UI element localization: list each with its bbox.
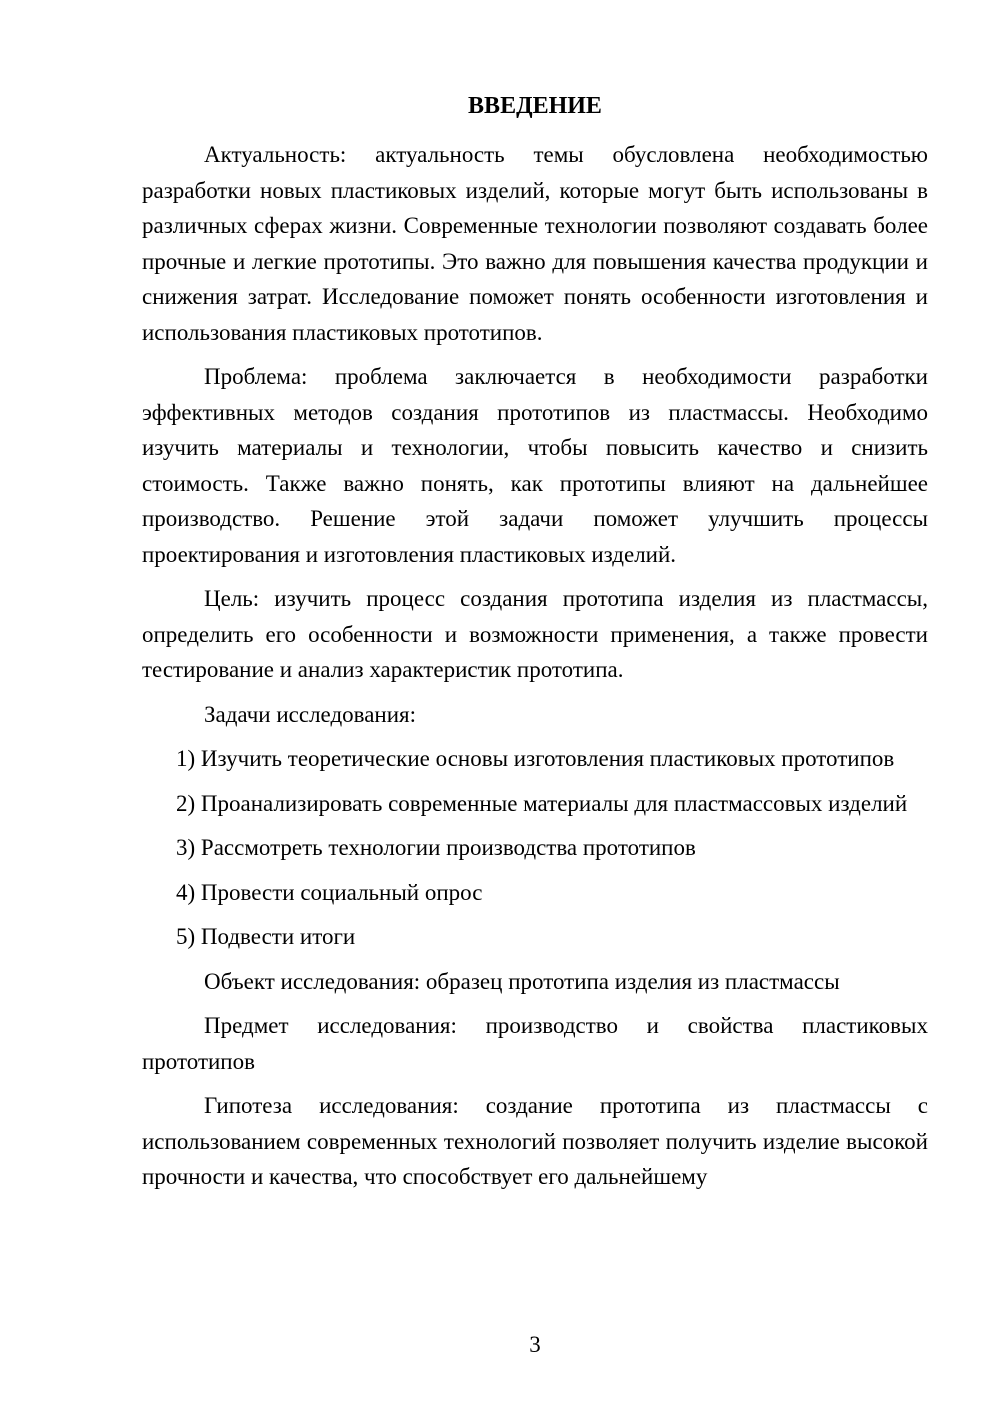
page-number: 3 [529, 1332, 541, 1357]
paragraph-goal: Цель: изучить процесс создания прототипа изделия из пластмассы, определить его особенности и возможности применения, а также провести тестирование и анализ характеристик прототипа. [142, 586, 928, 682]
paragraph-object: Объект исследования: образец прототипа изделия из пластмассы [204, 968, 840, 994]
task-item-1: 1) Изучить теоретические основы изготовления пластиковых прототипов [176, 746, 895, 771]
task-item-4: 4) Провести социальный опрос [176, 879, 483, 905]
document-title: ВВЕДЕНИЕ [468, 93, 602, 119]
paragraph-relevance: Актуальность: актуальность темы обусловлена необходимостью разработки новых пластиковых изделий, которые могут быть использованы в различных сферах жизни. Современные технологии позволяют создавать более прочные и легкие прототипы. Это важно для повышения качества продукции и снижения затрат. Исследование поможет понять особенности изготовления и использования пластиковых прототипов. [142, 142, 928, 345]
paragraph-problem: Проблема: проблема заключается в необходимости разработки эффективных методов создания прототипов из пластмассы. Необходимо изучить материалы и технологии, чтобы повысить качество и снизить стоимость. Также важно понять, как прототипы влияют на дальнейшее производство. Решение этой задачи поможет улучшить процессы проектирования и изготовления пластиковых изделий. [142, 364, 928, 567]
task-item-2: 2) Проанализировать современные материалы для пластмассовых изделий [176, 790, 908, 816]
task-item-3: 3) Рассмотреть технологии производства прототипов [176, 835, 696, 860]
task-item-5: 5) Подвести итоги [176, 924, 356, 949]
tasks-heading: Задачи исследования: [204, 701, 417, 727]
paragraph-subject: Предмет исследования: производство и свойства пластиковых прототипов [142, 1013, 928, 1074]
paragraph-hypothesis: Гипотеза исследования: создание прототипа из пластмассы с использованием современных технологий позволяет получить изделие высокой прочности и качества, что способствует его дальнейшему [142, 1093, 928, 1189]
